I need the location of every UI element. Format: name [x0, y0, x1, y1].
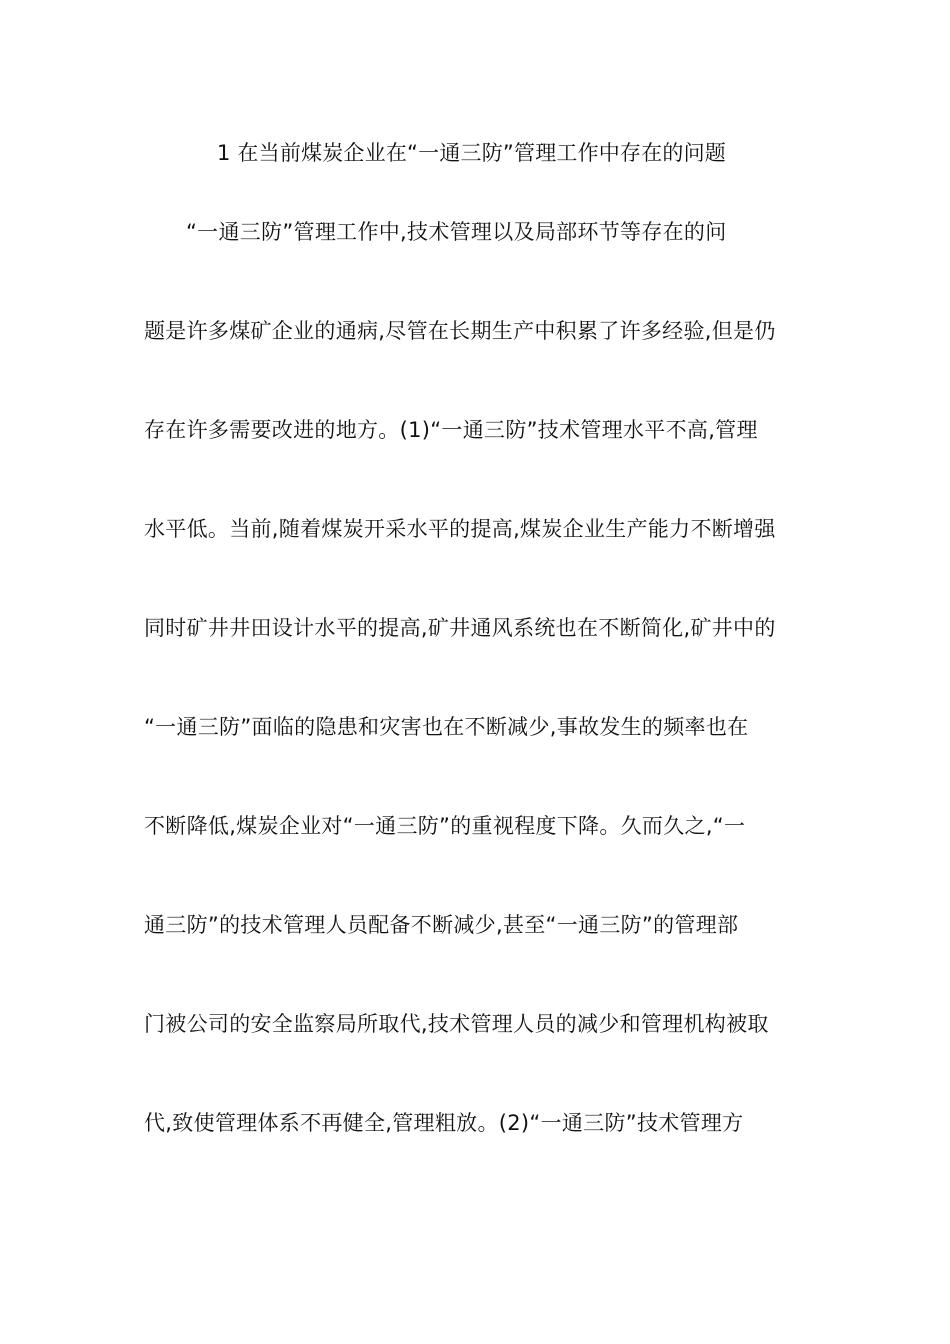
paragraph-line-5: 同时矿井井田设计水平的提高,矿井通风系统也在不断简化,矿井中的	[144, 616, 776, 640]
paragraph-line-6: “一通三防”面临的隐患和灾害也在不断减少,事故发生的频率也在	[144, 715, 749, 739]
paragraph-line-3: 存在许多需要改进的地方。(1)“一通三防”技术管理水平不高,管理	[144, 418, 758, 442]
section-heading: 1 在当前煤炭企业在“一通三防”管理工作中存在的问题	[217, 141, 726, 165]
paragraph-line-9: 门被公司的安全监察局所取代,技术管理人员的减少和管理机构被取	[144, 1012, 769, 1036]
paragraph-line-8: 通三防”的技术管理人员配备不断减少,甚至“一通三防”的管理部	[144, 913, 739, 937]
paragraph-line-10: 代,致使管理体系不再健全,管理粗放。(2)“一通三防”技术管理方	[144, 1111, 744, 1135]
paragraph-line-7: 不断降低,煤炭企业对“一通三防”的重视程度下降。久而久之,“一	[144, 814, 746, 838]
paragraph-line-4: 水平低。当前,随着煤炭开采水平的提高,煤炭企业生产能力不断增强	[144, 517, 776, 541]
paragraph-line-1: “一通三防”管理工作中,技术管理以及局部环节等存在的问	[186, 220, 727, 244]
paragraph-line-2: 题是许多煤矿企业的通病,尽管在长期生产中积累了许多经验,但是仍	[144, 319, 776, 343]
